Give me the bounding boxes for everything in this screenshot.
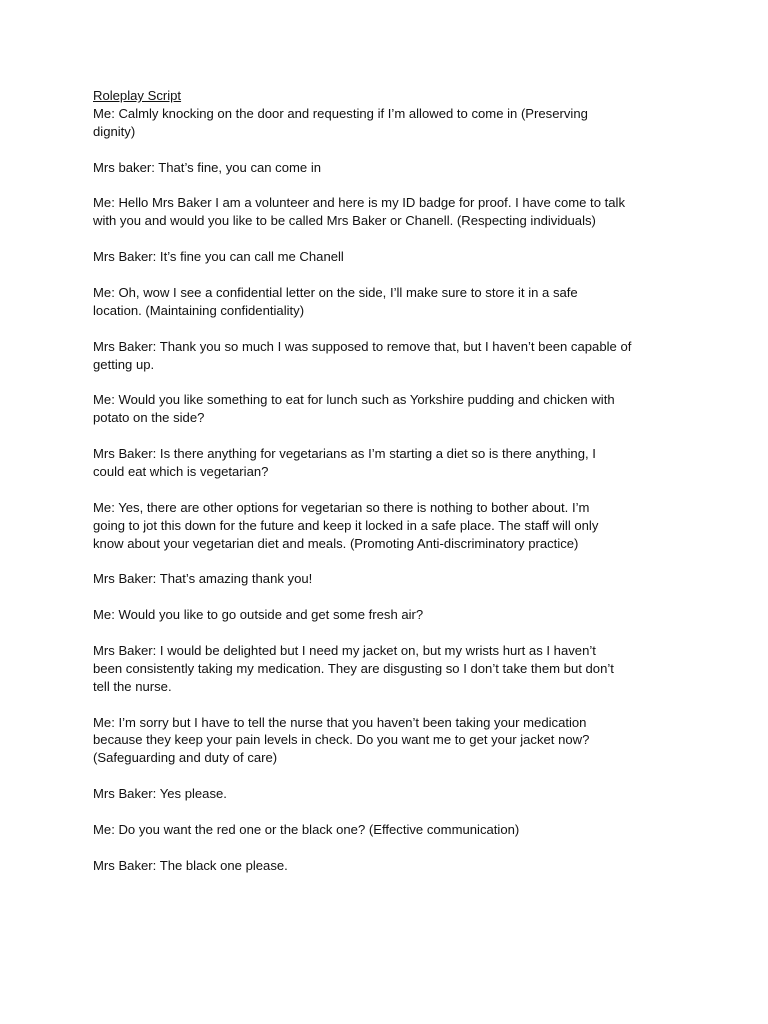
script-line: going to jot this down for the future and keep it locked in a safe place. The staff will only: [93, 517, 599, 533]
script-line: Mrs Baker: Is there anything for vegetarians as I’m starting a diet so is there anything, I: [93, 446, 596, 462]
script-line: dignity): [93, 123, 136, 139]
script-line: Me: Would you like to go outside and get some fresh air?: [93, 607, 424, 623]
script-line: Mrs Baker: Thank you so much I was supposed to remove that, but I haven’t been capable of: [93, 338, 632, 354]
script-paragraph: [93, 159, 693, 177]
paragraphs-container: [93, 105, 693, 875]
script-paragraph: [93, 821, 693, 839]
script-line: because they keep your pain levels in check. Do you want me to get your jacket now?: [93, 732, 590, 748]
script-line: Mrs Baker: I would be delighted but I need my jacket on, but my wrists hurt as I haven’t: [93, 642, 596, 658]
script-line: Me: Yes, there are other options for vegetarian so there is nothing to bother about. I’m: [93, 499, 590, 515]
script-paragraph: [93, 194, 693, 230]
script-line: Me: I’m sorry but I have to tell the nurse that you haven’t been taking your medication: [93, 714, 587, 730]
script-line: (Safeguarding and duty of care): [93, 750, 278, 766]
script-line: Mrs baker: That’s fine, you can come in: [93, 159, 322, 175]
script-line: Me: Oh, wow I see a confidential letter on the side, I’ll make sure to store it in a safe: [93, 284, 578, 300]
script-paragraph: [93, 338, 693, 374]
document-title: Roleplay Script: [93, 88, 182, 103]
script-paragraph: [93, 248, 693, 266]
script-paragraph: [93, 714, 693, 768]
script-line: potato on the side?: [93, 410, 205, 426]
script-line: know about your vegetarian diet and meals. (Promoting Anti-discriminatory practice): [93, 535, 579, 551]
script-paragraph: [93, 857, 693, 875]
script-line: getting up.: [93, 356, 155, 372]
script-paragraph: [93, 105, 693, 141]
script-line: Me: Would you like something to eat for lunch such as Yorkshire pudding and chicken with: [93, 392, 615, 408]
script-paragraph: [93, 785, 693, 803]
script-line: Me: Calmly knocking on the door and requesting if I’m allowed to come in (Preserving: [93, 105, 588, 121]
script-paragraph: [93, 606, 693, 624]
script-paragraph: [93, 445, 693, 481]
script-line: Me: Hello Mrs Baker I am a volunteer and here is my ID badge for proof. I have come to talk: [93, 195, 625, 211]
script-paragraph: [93, 284, 693, 320]
script-line: Mrs Baker: That’s amazing thank you!: [93, 571, 313, 587]
script-line: Mrs Baker: It’s fine you can call me Chanell: [93, 249, 344, 265]
script-line: with you and would you like to be called Mrs Baker or Chanell. (Respecting individuals): [93, 213, 596, 229]
script-line: been consistently taking my medication. They are disgusting so I don’t take them but don’t: [93, 660, 614, 676]
script-line: Me: Do you want the red one or the black one? (Effective communication): [93, 821, 520, 837]
script-paragraph: [93, 570, 693, 588]
script-paragraph: [93, 499, 693, 553]
script-line: Mrs Baker: The black one please.: [93, 857, 288, 873]
script-paragraph: [93, 642, 693, 696]
script-line: location. (Maintaining confidentiality): [93, 302, 305, 318]
document-page: [93, 87, 693, 893]
script-line: could eat which is vegetarian?: [93, 463, 269, 479]
script-paragraph: [93, 391, 693, 427]
script-line: Mrs Baker: Yes please.: [93, 786, 227, 802]
script-line: tell the nurse.: [93, 678, 172, 694]
